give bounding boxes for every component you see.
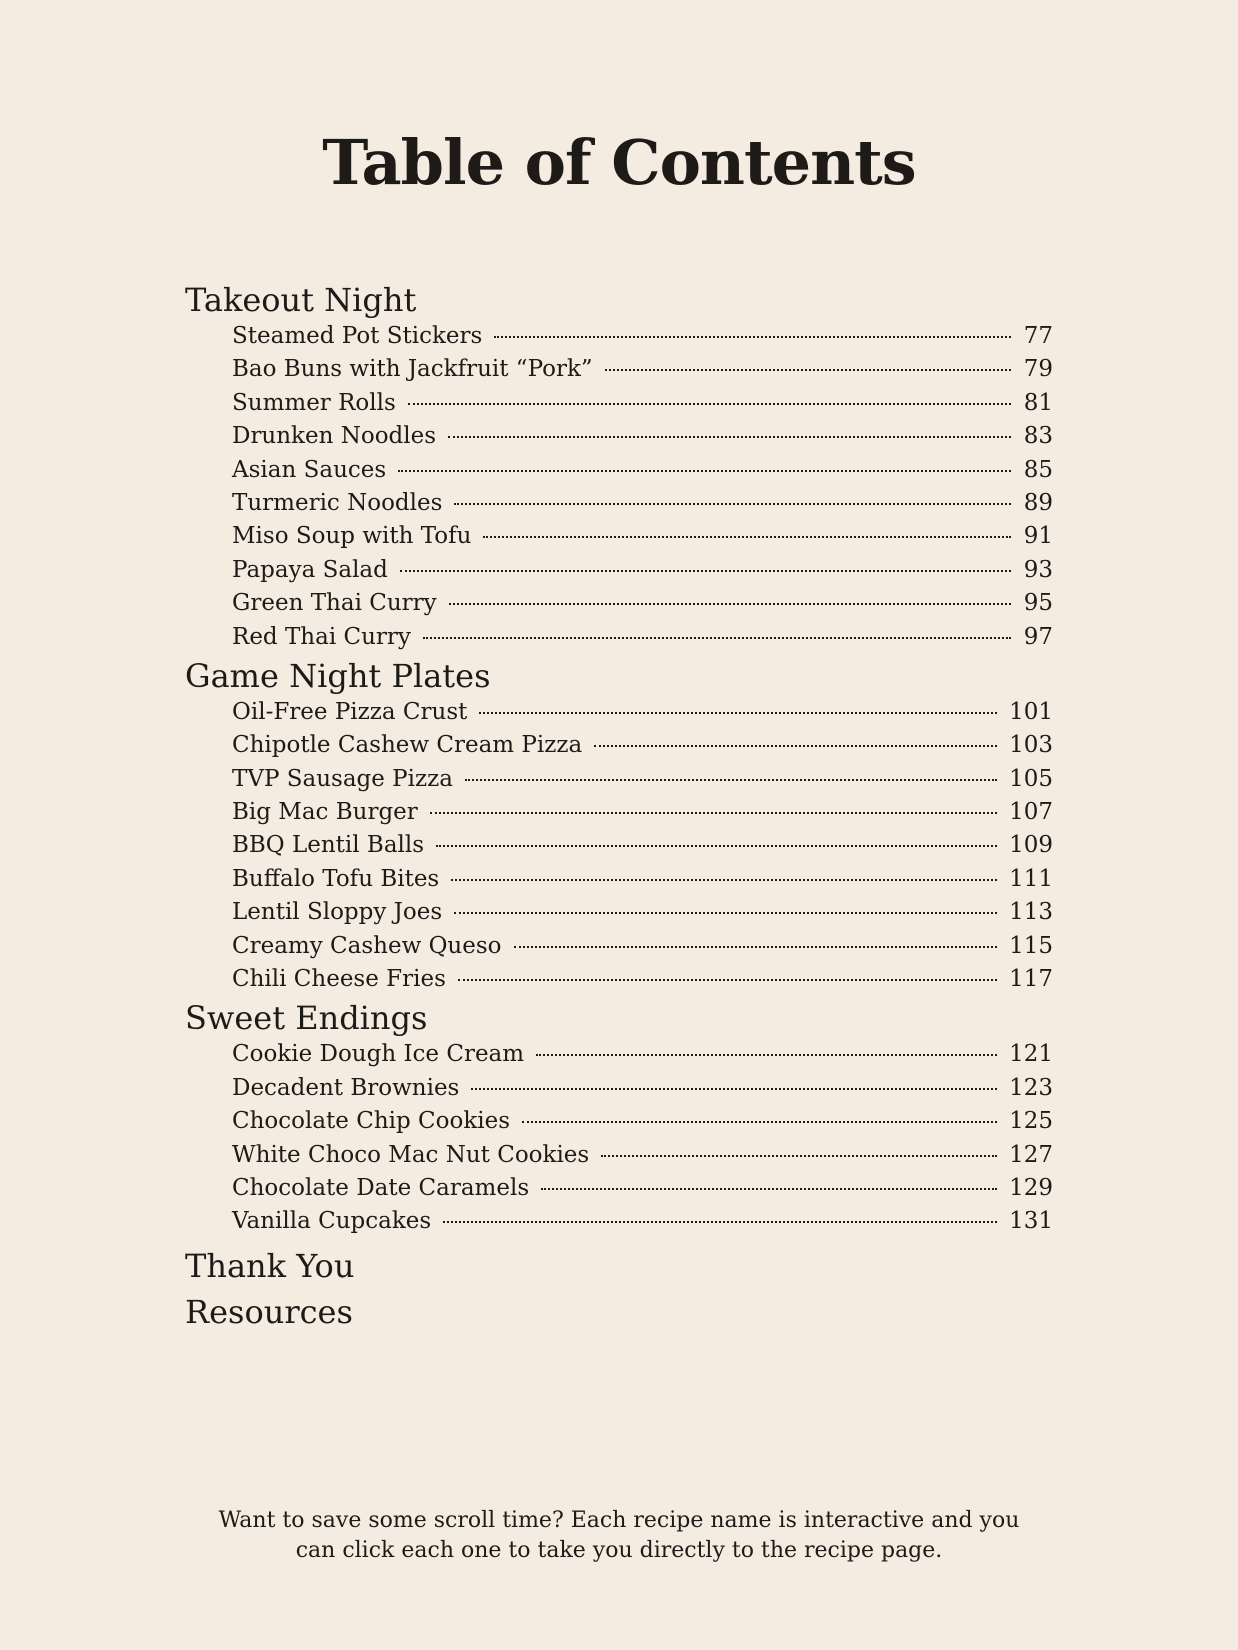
dot-leader bbox=[479, 712, 997, 714]
section-sweet-endings bbox=[185, 998, 1053, 1238]
page-title: Table of Contents bbox=[322, 126, 916, 199]
dot-leader bbox=[494, 336, 1011, 338]
toc-entry[interactable] bbox=[232, 1172, 1053, 1205]
dot-leader bbox=[400, 570, 1011, 572]
page-number: 111 bbox=[1009, 865, 1053, 892]
toc-entry[interactable] bbox=[232, 1139, 1053, 1172]
recipe-link[interactable]: Drunken Noodles bbox=[232, 423, 437, 450]
page-number: 127 bbox=[1009, 1141, 1053, 1168]
page-number: 115 bbox=[1009, 932, 1053, 959]
page-number: 113 bbox=[1009, 899, 1053, 926]
recipe-link[interactable]: Red Thai Curry bbox=[232, 623, 411, 650]
toc-entry[interactable] bbox=[232, 863, 1053, 896]
page-number: 97 bbox=[1023, 623, 1053, 650]
page-number: 77 bbox=[1023, 323, 1053, 349]
section-title[interactable]: Game Night Plates bbox=[185, 656, 491, 695]
dot-leader bbox=[605, 369, 1011, 371]
page-number: 95 bbox=[1023, 590, 1053, 617]
section-takeout-night bbox=[185, 280, 1053, 654]
entry-list bbox=[185, 1038, 1053, 1238]
recipe-link[interactable]: Cookie Dough Ice Cream bbox=[232, 1041, 525, 1068]
dot-leader bbox=[454, 912, 997, 914]
dot-leader bbox=[430, 812, 997, 814]
recipe-link[interactable]: Bao Buns with Jackfruit “Pork” bbox=[232, 356, 593, 383]
page-number: 103 bbox=[1009, 732, 1053, 759]
recipe-link[interactable]: Decadent Brownies bbox=[232, 1074, 460, 1101]
entry-list bbox=[185, 696, 1053, 997]
toc-entry[interactable] bbox=[232, 487, 1053, 520]
page-number: 105 bbox=[1009, 765, 1053, 792]
dot-leader bbox=[398, 470, 1011, 472]
footer-note bbox=[0, 1506, 1238, 1566]
dot-leader bbox=[449, 603, 1011, 605]
recipe-link[interactable]: Steamed Pot Stickers bbox=[232, 323, 483, 349]
page-number: 85 bbox=[1023, 456, 1053, 483]
page-number: 123 bbox=[1009, 1074, 1053, 1101]
dot-leader bbox=[514, 946, 998, 948]
recipe-link[interactable]: TVP Sausage Pizza bbox=[232, 765, 453, 792]
page-number: 91 bbox=[1023, 523, 1053, 550]
section-title[interactable]: Sweet Endings bbox=[185, 999, 428, 1038]
toc-entry[interactable] bbox=[232, 696, 1053, 729]
recipe-link[interactable]: Papaya Salad bbox=[232, 556, 388, 583]
dot-leader bbox=[601, 1155, 997, 1157]
page-number: 125 bbox=[1009, 1108, 1053, 1135]
dot-leader bbox=[408, 403, 1011, 405]
page-number: 121 bbox=[1009, 1041, 1053, 1068]
toc-entry[interactable] bbox=[232, 930, 1053, 963]
toc-entry[interactable] bbox=[232, 1205, 1053, 1238]
recipe-link[interactable]: Summer Rolls bbox=[232, 389, 396, 416]
recipe-link[interactable]: Chocolate Date Caramels bbox=[232, 1174, 530, 1201]
page-number: 89 bbox=[1023, 489, 1053, 516]
dot-leader bbox=[536, 1054, 997, 1056]
page-number: 129 bbox=[1009, 1174, 1053, 1201]
dot-leader bbox=[465, 779, 997, 781]
entry-list bbox=[185, 320, 1053, 654]
toc-entry[interactable] bbox=[232, 1038, 1053, 1071]
dot-leader bbox=[458, 979, 997, 981]
thank-you-link[interactable]: Thank You bbox=[185, 1246, 355, 1285]
toc-entry[interactable] bbox=[232, 320, 1053, 353]
recipe-link[interactable]: Miso Soup with Tofu bbox=[232, 523, 472, 550]
recipe-link[interactable]: Asian Sauces bbox=[232, 456, 387, 483]
toc-entry[interactable] bbox=[232, 520, 1053, 553]
dot-leader bbox=[483, 536, 1011, 538]
dot-leader bbox=[594, 745, 997, 747]
toc-entry[interactable] bbox=[232, 763, 1053, 796]
section-title[interactable]: Takeout Night bbox=[185, 281, 417, 319]
recipe-link[interactable]: Chocolate Chip Cookies bbox=[232, 1108, 511, 1135]
toc-entry[interactable] bbox=[232, 587, 1053, 620]
resources-link[interactable]: Resources bbox=[185, 1292, 353, 1331]
dot-leader bbox=[443, 1221, 997, 1223]
page-number: 79 bbox=[1023, 356, 1053, 383]
toc-entry[interactable] bbox=[232, 1072, 1053, 1105]
toc-entry[interactable] bbox=[232, 621, 1053, 654]
toc-entry[interactable] bbox=[232, 829, 1053, 862]
dot-leader bbox=[541, 1188, 997, 1190]
recipe-link[interactable]: Chipotle Cashew Cream Pizza bbox=[232, 732, 583, 759]
dot-leader bbox=[436, 845, 997, 847]
toc-entry[interactable] bbox=[232, 896, 1053, 929]
page-number: 81 bbox=[1023, 389, 1053, 416]
dot-leader bbox=[451, 879, 997, 881]
dot-leader bbox=[454, 503, 1011, 505]
recipe-link[interactable]: Lentil Sloppy Joes bbox=[232, 899, 443, 926]
page-number: 101 bbox=[1009, 698, 1053, 725]
dot-leader bbox=[423, 637, 1011, 639]
page-number: 107 bbox=[1009, 799, 1053, 826]
recipe-link[interactable]: Big Mac Burger bbox=[232, 799, 418, 826]
recipe-link[interactable]: Green Thai Curry bbox=[232, 590, 437, 617]
footer-line: can click each one to take you directly to the recipe page. bbox=[295, 1538, 943, 1563]
toc-entry[interactable] bbox=[232, 387, 1053, 420]
recipe-link[interactable]: Buffalo Tofu Bites bbox=[232, 865, 440, 892]
toc-entry[interactable] bbox=[232, 729, 1053, 762]
toc-entry[interactable] bbox=[232, 554, 1053, 587]
toc-entry[interactable] bbox=[232, 1105, 1053, 1138]
dot-leader bbox=[522, 1121, 997, 1123]
toc-entry[interactable] bbox=[232, 420, 1053, 453]
page-number: 83 bbox=[1023, 423, 1053, 450]
recipe-link[interactable]: Oil-Free Pizza Crust bbox=[232, 698, 468, 725]
recipe-link[interactable]: Chili Cheese Fries bbox=[232, 966, 446, 993]
table-of-contents bbox=[185, 280, 1053, 1335]
toc-entry[interactable] bbox=[232, 796, 1053, 829]
toc-entry[interactable] bbox=[232, 454, 1053, 487]
recipe-link[interactable]: Vanilla Cupcakes bbox=[232, 1208, 432, 1235]
recipe-link[interactable]: BBQ Lentil Balls bbox=[232, 832, 425, 859]
page-number: 131 bbox=[1009, 1208, 1053, 1235]
recipe-link[interactable]: White Choco Mac Nut Cookies bbox=[232, 1141, 590, 1168]
page-number: 117 bbox=[1009, 966, 1053, 993]
toc-entry[interactable] bbox=[232, 963, 1053, 996]
footer-line: Want to save some scroll time? Each recipe name is interactive and you bbox=[218, 1508, 1020, 1533]
section-game-night-plates bbox=[185, 656, 1053, 997]
dot-leader bbox=[471, 1088, 997, 1090]
dot-leader bbox=[448, 436, 1011, 438]
page-number: 109 bbox=[1009, 832, 1053, 859]
recipe-link[interactable]: Turmeric Noodles bbox=[232, 489, 443, 516]
toc-entry[interactable] bbox=[232, 353, 1053, 386]
recipe-link[interactable]: Creamy Cashew Queso bbox=[232, 932, 502, 959]
page-number: 93 bbox=[1023, 556, 1053, 583]
